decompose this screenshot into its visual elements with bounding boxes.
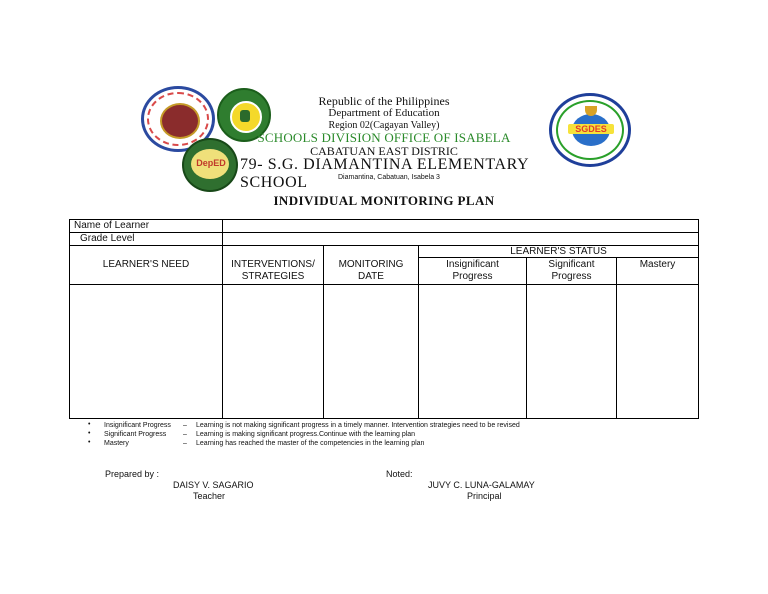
bullet-icon: •: [88, 439, 91, 446]
significant-progress-line1: Significant: [548, 259, 595, 270]
division-line: SCHOOLS DIVISION OFFICE OF ISABELA: [257, 130, 511, 145]
column-divider: [616, 257, 617, 418]
monitoring-header-line1: MONITORING: [338, 259, 404, 270]
noted-role: Principal: [467, 491, 502, 501]
legend-text: Learning has reached the master of the competencies in the learning plan: [196, 440, 425, 447]
learners-need-header: LEARNER'S NEED: [102, 259, 190, 270]
grade-level-label: Grade Level: [80, 233, 135, 244]
insignificant-progress-line1: Insignificant: [446, 259, 499, 270]
prepared-by-name: DAISY V. SAGARIO: [173, 480, 254, 490]
mastery-header: Mastery: [639, 259, 676, 270]
noted-label: Noted:: [386, 469, 413, 479]
insignificant-progress-line2: Progress: [452, 271, 493, 282]
republic-line: Republic of the Philippines: [318, 94, 450, 108]
prepared-by-role: Teacher: [193, 491, 226, 501]
column-divider: [222, 220, 223, 418]
department-line: Department of Education: [328, 107, 440, 119]
interventions-header-line2: STRATEGIES: [241, 271, 305, 282]
name-of-learner-label: Name of Learner: [74, 220, 150, 231]
region-line: Region 02(Cagayan Valley): [328, 120, 440, 131]
interventions-header-line1: INTERVENTIONS/: [231, 259, 315, 270]
school-address: Diamantina, Cabatuan, Isabela 3: [338, 174, 440, 181]
legend-text: Learning is not making significant progress in a timely manner. Intervention strategies need to be revised: [196, 422, 520, 429]
district-line: CABATUAN EAST DISTRIC: [310, 144, 458, 158]
legend-dash: –: [183, 431, 187, 438]
school-name: 79- S.G. DIAMANTINA ELEMENTARY SCHOOL: [240, 156, 529, 191]
bullet-icon: •: [88, 421, 91, 428]
school-logo-text: SGDES: [568, 124, 614, 134]
legend-text: Learning is making significant progress.Continue with the learning plan: [196, 431, 416, 438]
significant-progress-line2: Progress: [551, 271, 592, 282]
prepared-by-label: Prepared by :: [105, 469, 160, 479]
noted-name: JUVY C. LUNA-GALAMAY: [428, 480, 535, 490]
row-divider: [70, 232, 698, 233]
document-title: INDIVIDUAL MONITORING PLAN: [273, 193, 495, 208]
monitoring-header-line2: DATE: [358, 271, 384, 282]
deped-logo-text: DepED: [196, 158, 226, 168]
legend-term: Mastery: [104, 440, 129, 447]
legend-dash: –: [183, 422, 187, 429]
legend-term: Insignificant Progress: [104, 422, 171, 429]
legend-term: Significant Progress: [104, 431, 167, 438]
monitoring-table: [69, 219, 699, 419]
learners-status-header: LEARNER'S STATUS: [510, 246, 607, 257]
header-bottom-divider: [70, 284, 698, 285]
bullet-icon: •: [88, 430, 91, 437]
legend-dash: –: [183, 440, 187, 447]
